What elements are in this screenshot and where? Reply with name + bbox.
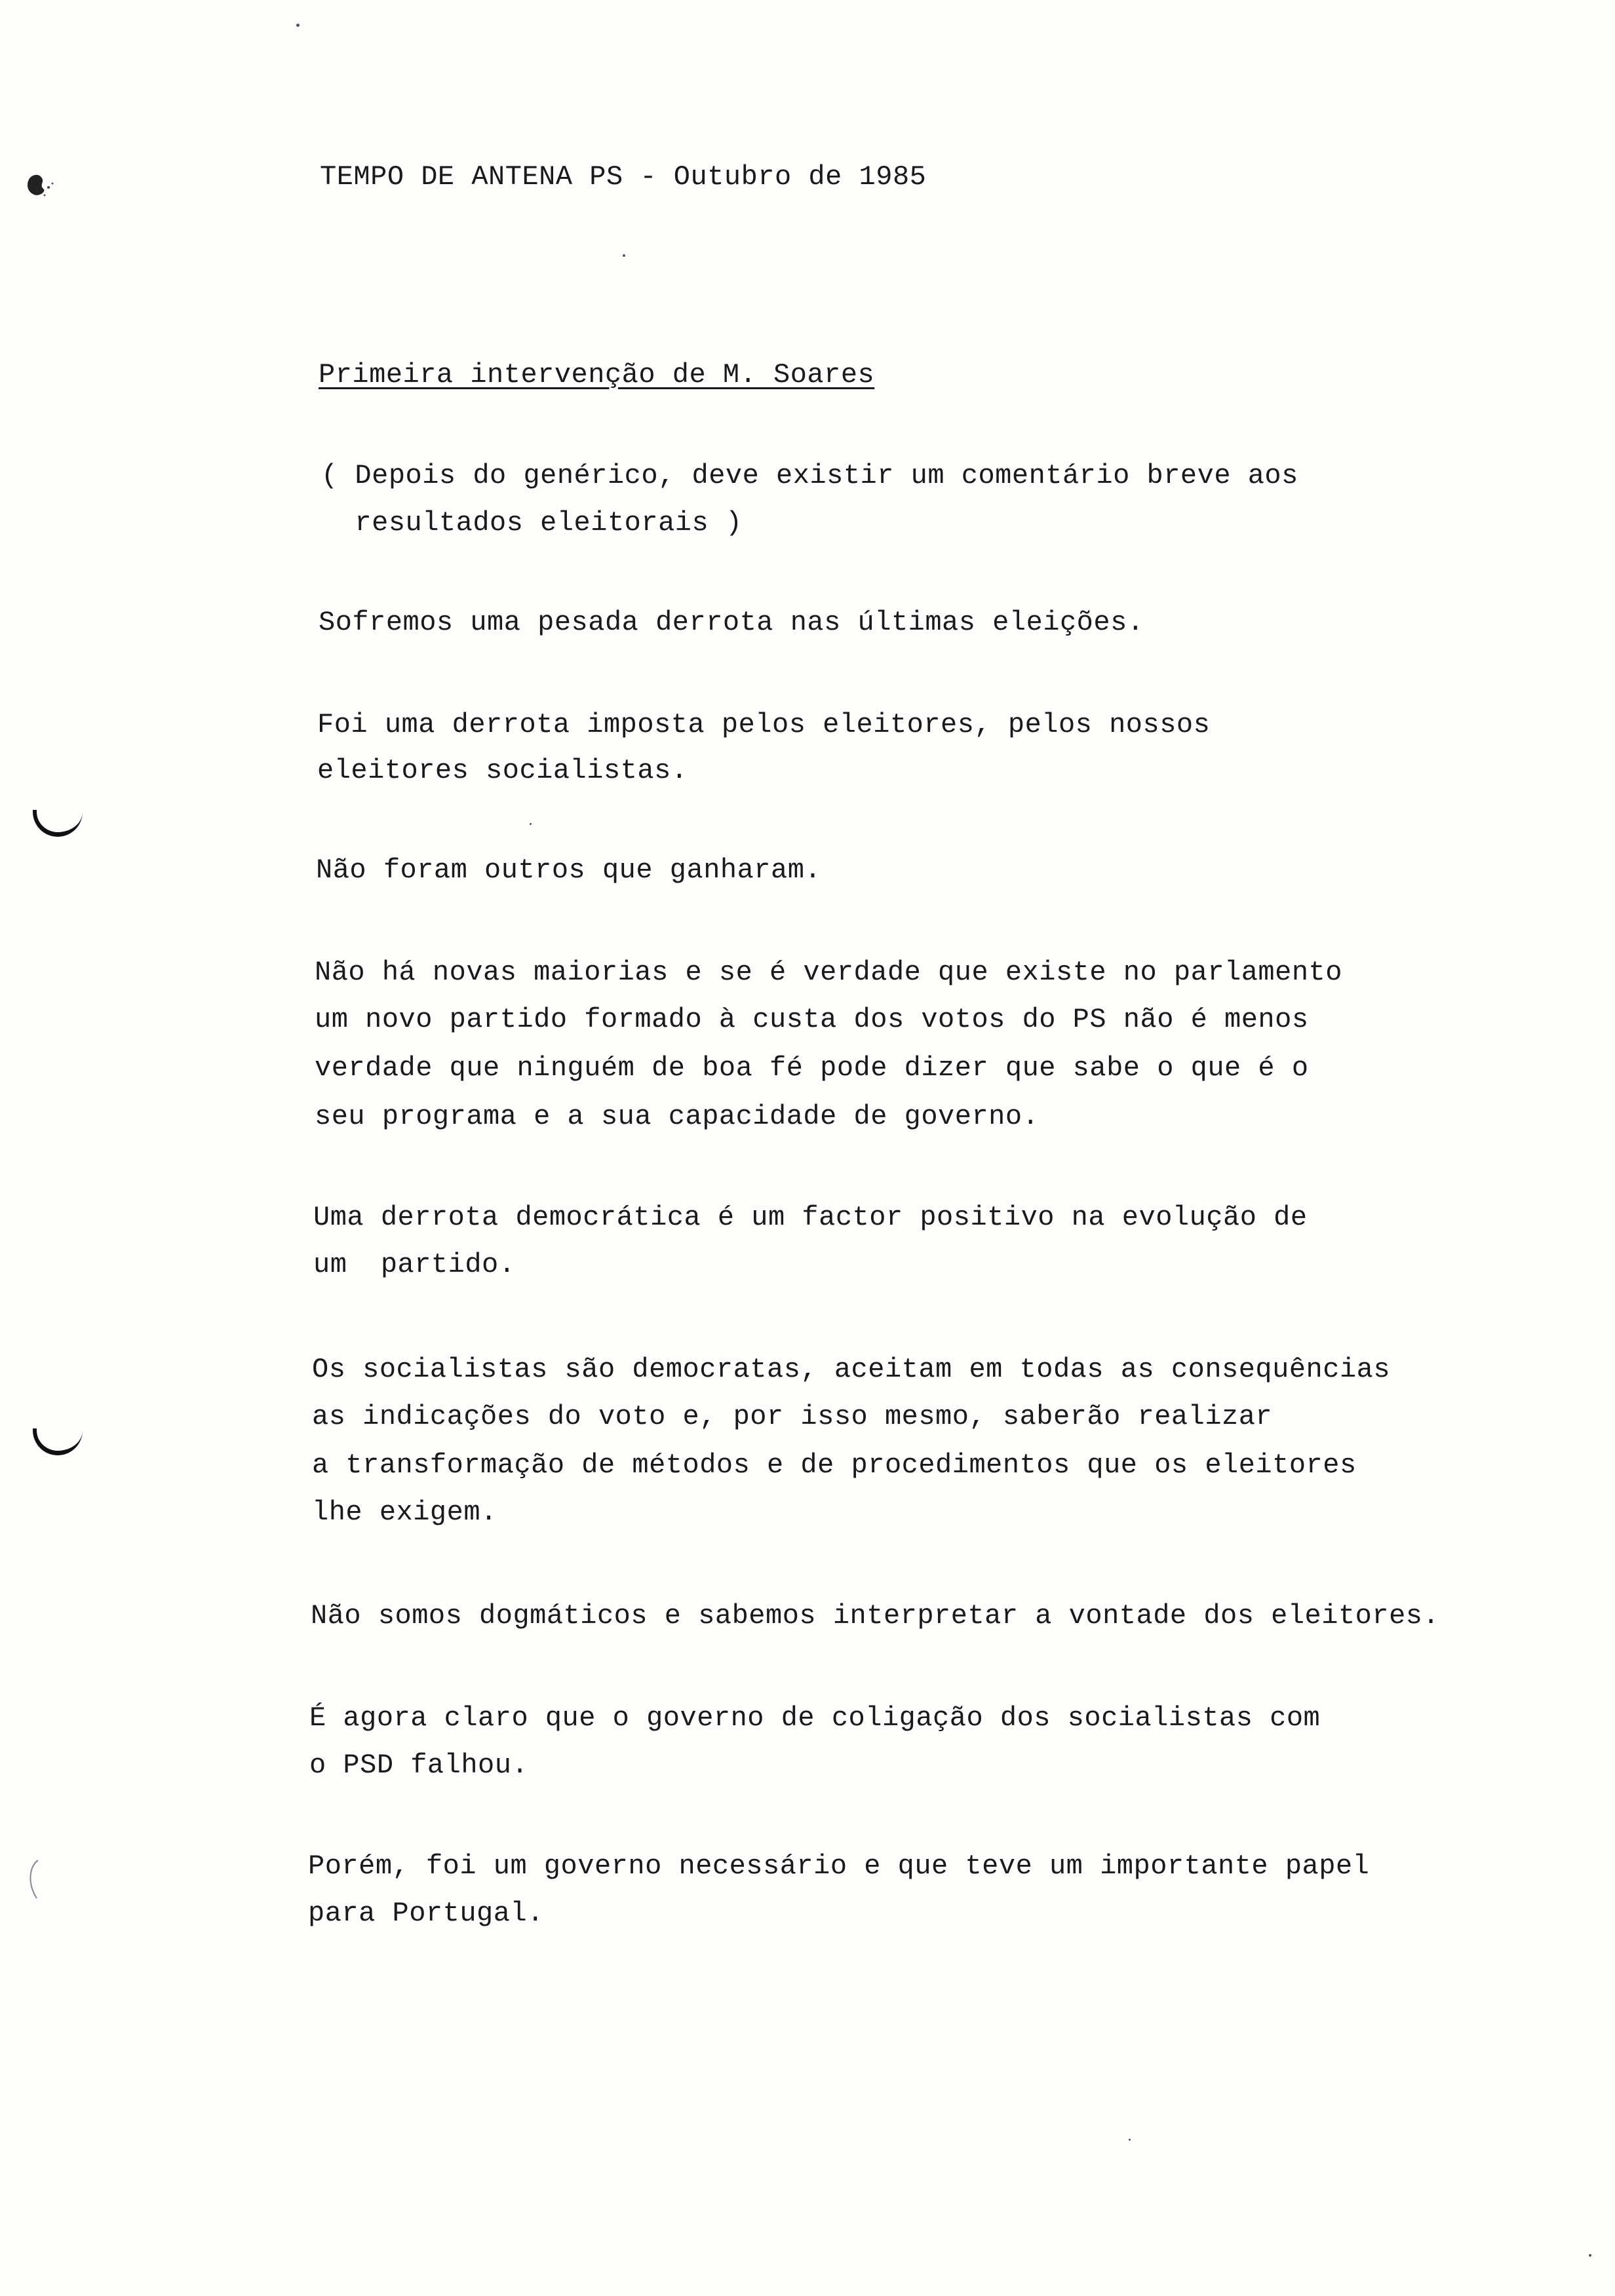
paragraph-line: um novo partido formado à custa dos votos do PS não é menos: [315, 1004, 1309, 1035]
paragraph-line: a transformação de métodos e de procedimentos que os eleitores: [312, 1449, 1357, 1481]
paragraph-line: seu programa e a sua capacidade de governo.: [315, 1101, 1040, 1132]
paragraph-line: Foi uma derrota imposta pelos eleitores, pelos nossos: [317, 709, 1211, 740]
paper-edge-mark-icon: [24, 1858, 43, 1904]
paragraph-line: lhe exigem.: [312, 1497, 497, 1528]
stage-note-line: ( Depois do genérico, deve existir um comentário breve aos: [321, 460, 1298, 491]
paragraph-line: Não somos dogmáticos e sabemos interpretar a vontade dos eleitores.: [311, 1600, 1440, 1632]
paragraph-line: Uma derrota democrática é um factor positivo na evolução de: [313, 1202, 1308, 1233]
speck: [296, 24, 300, 27]
paragraph-line: Os socialistas são democratas, aceitam em todas as consequências: [312, 1354, 1391, 1385]
paragraph-line: É agora claro que o governo de coligação dos socialistas com: [309, 1702, 1321, 1734]
speck: [623, 254, 625, 257]
paragraph-line: o PSD falhou.: [309, 1750, 529, 1781]
document-header: TEMPO DE ANTENA PS - Outubro de 1985: [320, 161, 927, 193]
paragraph-line: as indicações do voto e, por isso mesmo, saberão realizar: [312, 1401, 1273, 1432]
speck: [1129, 2139, 1131, 2141]
stage-note-line: resultados eleitorais ): [321, 507, 743, 539]
speck: [1589, 2254, 1591, 2257]
paragraph-line: Sofremos uma pesada derrota nas últimas eleições.: [319, 607, 1144, 638]
section-title: Primeira intervenção de M. Soares: [319, 359, 875, 391]
paragraph-line: verdade que ninguém de boa fé pode dizer que sabe o que é o: [315, 1052, 1309, 1084]
binding-mark-icon: [33, 810, 83, 837]
paragraph-line: um partido.: [313, 1249, 516, 1280]
paragraph-line: para Portugal.: [308, 1898, 544, 1929]
paragraph-line: Não há novas maiorias e se é verdade que existe no parlamento: [315, 957, 1342, 988]
punch-hole-smudge-icon: [25, 172, 59, 202]
binding-mark-icon: [33, 1428, 83, 1455]
paragraph-line: Porém, foi um governo necessário e que teve um importante papel: [308, 1850, 1370, 1882]
paragraph-line: eleitores socialistas.: [317, 755, 688, 786]
speck: [530, 823, 532, 825]
paragraph-line: Não foram outros que ganharam.: [316, 854, 822, 886]
